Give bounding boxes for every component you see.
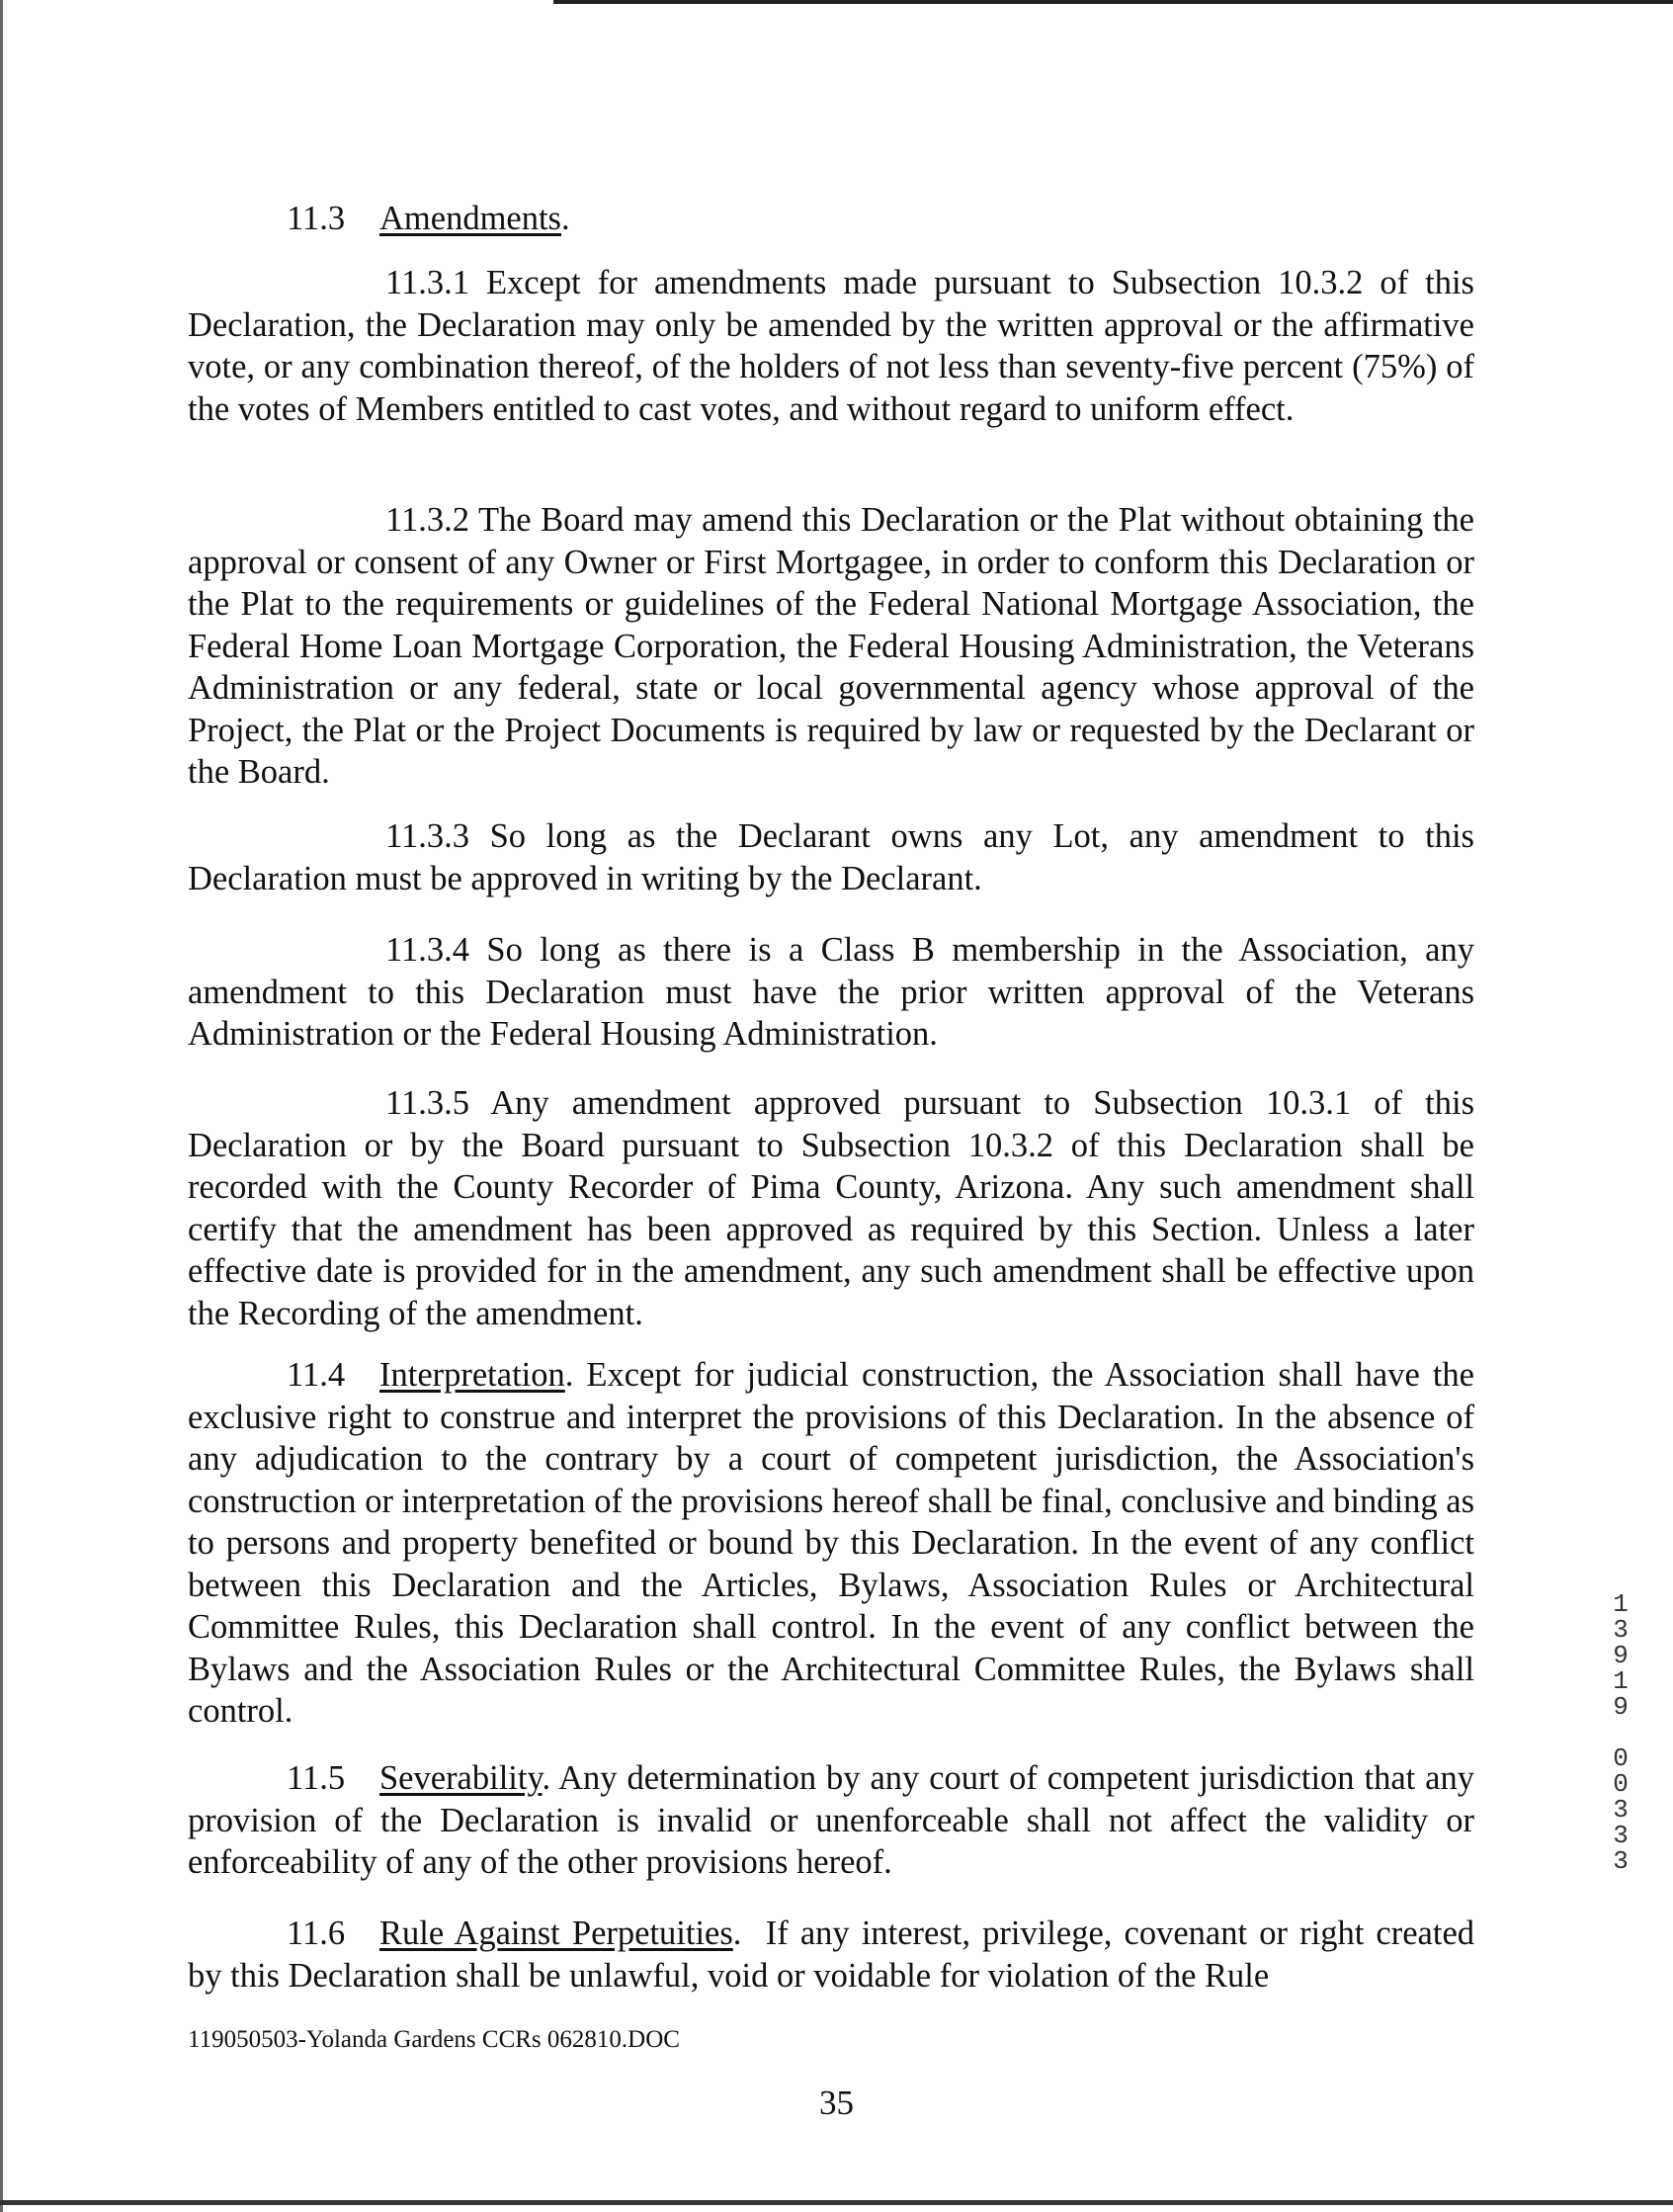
stamp-char: 3	[1613, 1795, 1629, 1825]
section-body: If any interest, privilege, covenant or right created by this Declaration shall be unlawful, void or voidable for violation of the Rule	[188, 1914, 1475, 1995]
section-number: 11.3	[287, 200, 346, 237]
stamp-char: 0	[1613, 1744, 1629, 1773]
section-title: Rule Against Perpetuities	[379, 1914, 733, 1952]
section-title: Amendments	[379, 200, 561, 237]
stamp-char: 1	[1613, 1589, 1629, 1619]
section-11-4: 11.4 Interpretation. Except for judicial construction, the Association shall have the exclusive right to construe and interpret the provisions of this Declaration. In the absence of any adjudication to the contrary by a court of competent jurisdiction, the Association's construction or interpretation of the provisions hereof shall be final, conclusive and binding as to persons and property benefited or bound by this Declaration. In the event of any conflict between this Declaration and the Articles, Bylaws, Association Rules or Architectural Committee Rules, this Declaration shall control. In the event of any conflict between the Bylaws and the Association Rules or the Architectural Committee Rules, the Bylaws shall control.	[188, 1356, 1474, 1730]
section-number: 11.6	[287, 1914, 346, 1952]
paragraph-11-3-1: 11.3.1 Except for amendments made pursuant to Subsection 10.3.2 of this Declaration, the Declaration may only be amended by the written approval or the affirmative vote, or any combination thereof, of the holders of not less than seventy-five percent (75%) of the votes of Members entitled to cast votes, and without regard to uniform effect.	[188, 264, 1474, 428]
stamp-char: 9	[1613, 1692, 1629, 1722]
section-number: 11.4	[287, 1356, 346, 1394]
stamp-char: 3	[1613, 1821, 1629, 1850]
paragraph-11-3-2: 11.3.2 The Board may amend this Declaration or the Plat without obtaining the approval or consent of any Owner or First Mortgagee, in order to conform this Declaration or the Plat to the requirements or guidelines of the Federal National Mortgage Association, the Federal Home Loan Mortgage Corporation, the Federal Housing Administration, the Veterans Administration or any federal, state or local governmental agency whose approval of the Project, the Plat or the Project Documents is required by law or requested by the Declarant or the Board.	[188, 501, 1474, 791]
section-11-6: 11.6 Rule Against Perpetuities. If any interest, privilege, covenant or right created by this Declaration shall be unlawful, void or voidable for violation of the Rule	[188, 1914, 1475, 1995]
stamp-char: 1	[1613, 1666, 1629, 1696]
section-title: Interpretation	[379, 1356, 565, 1394]
top-scan-edge	[553, 0, 1673, 4]
stamp-char	[1601, 1720, 1640, 1745]
stamp-char: 0	[1613, 1769, 1629, 1799]
section-body: Any determination by any court of competent jurisdiction that any provision of the Declaration is invalid or unenforceable shall not affect the validity or enforceability of any of the other provisions hereof.	[188, 1759, 1474, 1881]
stamp-char: 9	[1613, 1641, 1629, 1670]
page-number: 35	[819, 2084, 854, 2122]
paragraph-11-3-5: 11.3.5 Any amendment approved pursuant to Subsection 10.3.1 of this Declaration or by the Board pursuant to Subsection 10.3.2 of this Declaration shall be recorded with the County Recorder of Pima County, Arizona. Any such amendment shall certify that the amendment has been approved as required by this Section. Unless a later effective date is provided for in the amendment, any such amendment shall be effective upon the Recording of the amendment.	[188, 1084, 1474, 1332]
left-scan-edge	[0, 0, 3, 2212]
section-11-5: 11.5 Severability. Any determination by any court of competent jurisdiction that any provision of the Declaration is invalid or unenforceable shall not affect the validity or enforceability of any of the other provisions hereof.	[188, 1759, 1474, 1881]
paragraph-11-3-3: 11.3.3 So long as the Declarant owns any Lot, any amendment to this Declaration must be approved in writing by the Declarant.	[188, 817, 1474, 897]
stamp-char: 3	[1613, 1615, 1629, 1645]
section-body: Except for judicial construction, the Association shall have the exclusive right to construe and interpret the provisions of this Declaration. In the absence of any adjudication to the contrary by a court of competent jurisdiction, the Association's construction or interpretation of the provisions hereof shall be final, conclusive and binding as to persons and property benefited or bound by this Declaration. In the event of any conflict between this Declaration and the Articles, Bylaws, Association Rules or Architectural Committee Rules, this Declaration shall control. In the event of any conflict between the Bylaws and the Association Rules or the Architectural Committee Rules, the Bylaws shall control.	[188, 1356, 1474, 1730]
margin-recording-stamp	[1601, 1591, 1640, 1874]
section-heading-11-3: 11.3 Amendments.	[287, 198, 570, 240]
document-id-footer: 119050503-Yolanda Gardens CCRs 062810.DOC	[188, 2026, 680, 2053]
stamp-char: 3	[1613, 1846, 1629, 1876]
section-number: 11.5	[287, 1759, 346, 1797]
section-title: Severability	[379, 1759, 543, 1797]
paragraph-11-3-4: 11.3.4 So long as there is a Class B membership in the Association, any amendment to this Declaration must have the prior written approval of the Veterans Administration or the Federal Housing Administration.	[188, 931, 1474, 1053]
bottom-scan-edge	[0, 2200, 1673, 2205]
